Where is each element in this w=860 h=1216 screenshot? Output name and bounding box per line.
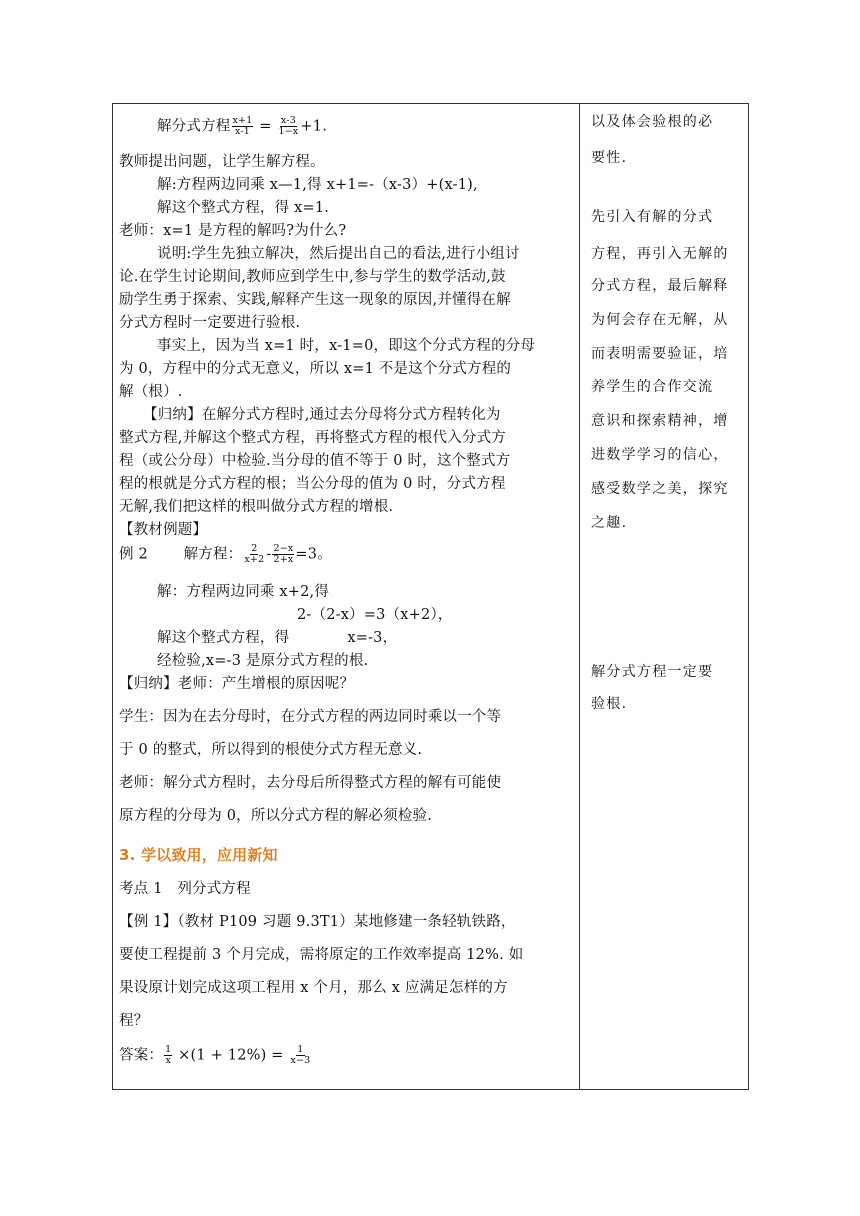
text: 解方程：: [183, 546, 243, 563]
denominator: x: [165, 1055, 172, 1066]
text-line: 说明:学生先独立解决，然后提出自己的看法,进行小组讨: [157, 246, 520, 262]
text-line: 分式方程时一定要进行验根.: [119, 315, 301, 331]
text: 解分式方程: [157, 118, 231, 135]
side-note-line: 感受数学之美，探究: [591, 481, 729, 497]
text-line: [157, 628, 397, 648]
side-note-line: 进数学学习的信心，: [591, 447, 729, 463]
text-line: 【例 1】（教材 P109 习题 9.3T1）某地修建一条轻轨铁路，: [119, 914, 516, 930]
text-line: 教师提出问题，让学生解方程。: [119, 154, 325, 170]
text: 解这个整式方程，得: [157, 630, 290, 646]
text-line: 程（或公分母）中检验.当分母的值不等于 0 时，这个整式方: [119, 453, 511, 469]
equals-sign: =: [259, 118, 272, 135]
fraction: [289, 1045, 311, 1066]
numerator: 2−x: [273, 543, 294, 554]
text: x=-3，: [347, 630, 398, 646]
side-note-line: 而表明需要验证，培: [591, 346, 729, 362]
text-line: 无解,我们把这样的根叫做分式方程的增根.: [119, 499, 394, 515]
text-line: 程？: [119, 1013, 149, 1029]
answer-label: 答案：: [119, 1047, 164, 1064]
numerator: x-3: [280, 115, 296, 126]
text-line: 解：方程两边同乘 x+2,得: [157, 584, 330, 600]
fraction: [164, 1045, 172, 1066]
side-note-line: 分式方程，最后解释: [591, 278, 729, 294]
side-note-line: 先引入有解的分式: [591, 209, 714, 225]
side-note-line: 以及体会验根的必: [591, 114, 714, 130]
numerator: 1: [165, 1044, 172, 1055]
denominator: 2+x: [273, 554, 294, 565]
text-line: 论.在学生讨论期间,教师应到学生中,参与学生的数学活动,鼓: [119, 269, 506, 285]
text-line: 解（根）.: [119, 384, 183, 400]
lesson-table: [112, 103, 749, 1090]
section-heading: 3. 学以致用，应用新知: [119, 846, 278, 864]
text-line: 老师：解分式方程时，去分母后所得整式方程的解有可能使: [119, 775, 502, 791]
numerator: 1: [297, 1044, 304, 1055]
fraction: [272, 544, 294, 565]
text-line: 整式方程,并解这个整式方程，再将整式方程的根代入分式方: [119, 430, 507, 446]
side-note-line: 要性.: [591, 150, 628, 166]
text-line: 果设原计划完成这项工程用 x 个月，那么 x 应满足怎样的方: [119, 980, 508, 996]
denominator: x-1: [234, 126, 250, 137]
fraction: [243, 544, 265, 565]
side-note-line: 之趣.: [591, 515, 628, 531]
side-note-line: 为何会存在无解，从: [591, 312, 729, 328]
text-line: 为 0，方程中的分式无意义，所以 x=1 不是这个分式方程的: [119, 361, 512, 377]
denominator: x+2: [244, 554, 265, 565]
text-line: 于 0 的整式，所以得到的根使分式方程无意义.: [119, 742, 423, 758]
numerator: 2: [251, 543, 258, 554]
numerator: x+1: [232, 115, 253, 126]
text-line: 经检验,x=-3 是原分式方程的根.: [157, 653, 369, 669]
text-line: 解这个整式方程，得 x=1.: [157, 200, 330, 216]
column-divider: [579, 104, 580, 1089]
text: ×(1 + 12%) =: [178, 1047, 284, 1064]
example-label: 例 2: [119, 546, 148, 563]
fraction: [232, 116, 254, 137]
text-line: 【归纳】在解分式方程时,通过去分母将分式方程转化为: [143, 407, 501, 423]
text-line: 事实上，因为当 x=1 时，x-1=0，即这个分式方程的分母: [157, 338, 536, 354]
text-line: 解:方程两边同乘 x—1,得 x+1=-（x-3）+(x-1),: [157, 177, 478, 193]
text-line: 考点 1 列分式方程: [119, 881, 251, 897]
text: +1.: [300, 118, 328, 135]
text: =3。: [295, 546, 332, 563]
answer-line: [119, 1045, 312, 1066]
text-line: 学生：因为在去分母时，在分式方程的两边同时乘以一个等: [119, 709, 502, 725]
text-line: 程的根就是分式方程的根；当公分母的值为 0 时，分式方程: [119, 476, 506, 492]
example-2-line: [119, 544, 332, 565]
equation-line: 2-（2-x）=3（x+2），: [297, 607, 453, 623]
text-line: 励学生勇于探索、实践,解释产生这一现象的原因,并懂得在解: [119, 292, 511, 308]
text-line: 要使工程提前 3 个月完成，需将原定的工作效率提高 12%. 如: [119, 947, 524, 963]
text-line: 【归纳】老师：产生增根的原因呢？: [119, 676, 355, 692]
side-note-line: 养学生的合作交流: [591, 379, 714, 395]
text-line: 老师：x=1 是方程的解吗?为什么?: [119, 223, 347, 239]
equation-line: [157, 116, 327, 137]
denominator: 1−x: [278, 126, 299, 137]
side-note-line: 方程，再引入无解的: [591, 246, 729, 262]
side-note-line: 意识和探索精神，增: [591, 413, 729, 429]
text-line: 原方程的分母为 0，所以分式方程的解必须检验.: [119, 808, 433, 824]
section-label: 【教材例题】: [119, 522, 208, 538]
side-note-line: 解分式方程一定要: [591, 664, 714, 680]
minus-sign: -: [266, 546, 272, 563]
fraction: [277, 116, 299, 137]
side-note-line: 验根.: [591, 696, 628, 712]
denominator: x−3: [290, 1055, 311, 1066]
